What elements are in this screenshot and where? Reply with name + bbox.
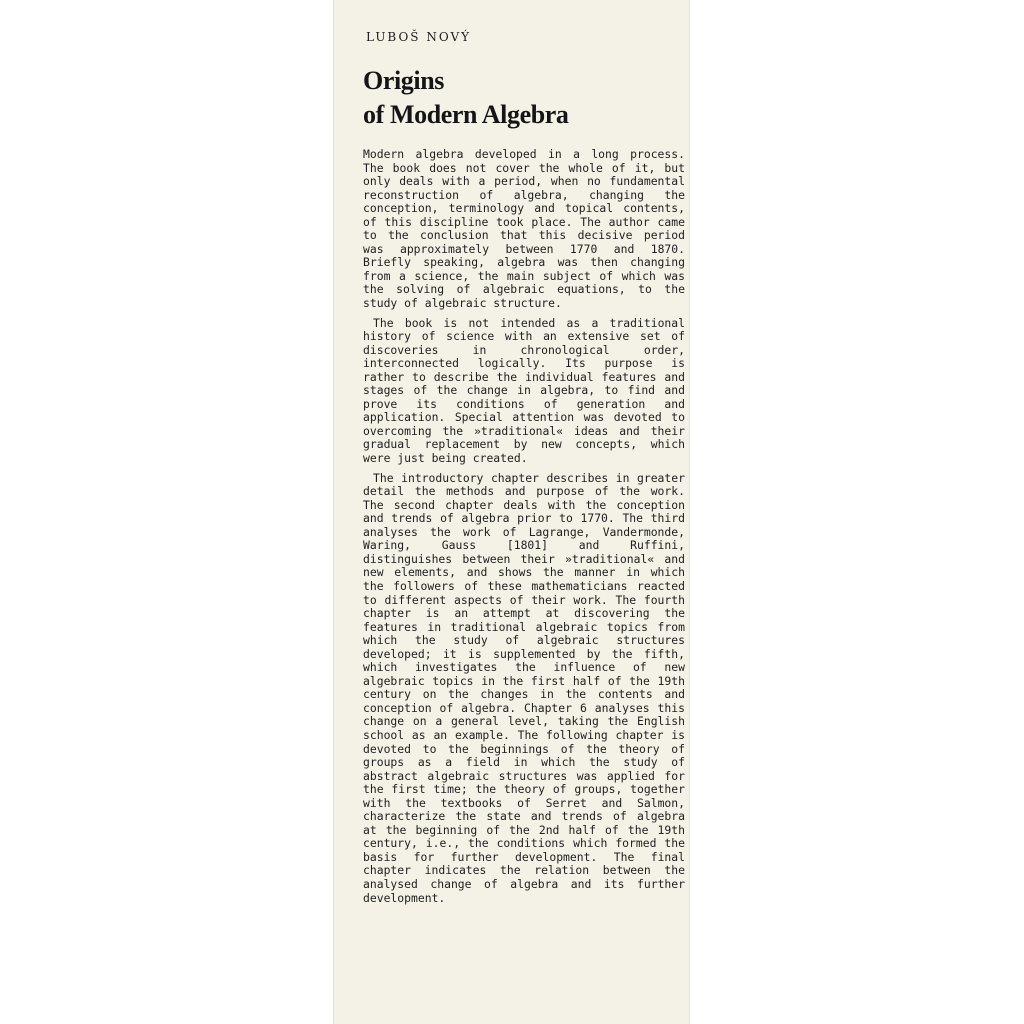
paragraph-3: The introductory chapter describes in greater detail the methods and purpose of the work. The second chapter deals with the conception and trends of algebra prior to 1770. The third analyses the work of Lagrange, Vandermonde, Waring, Gauss [1801] and Ruffini, distinguishes between their »traditional« and new elements, and shows the manner in which the followers of these mathematicians reacted to different aspects of their work. The fourth chapter is an attempt at discovering the features in traditional algebraic topics from which the study of algebraic structures developed; it is supplemented by the fifth, which investigates the influence of new algebraic topics in the first half of the 19th century on the changes in the contents and conception of algebra. Chapter 6 analyses this change on a general level, taking the English school as an example. The following chapter is devoted to the beginnings of the theory of groups as a field in which the study of abstract algebraic structures was applied for the first time; the theory of groups, together with the textbooks of Serret and Salmon, characterize the state and trends of algebra at the beginning of the 2nd half of the 19th century, i.e., the conditions which formed the basis for further development. The final chapter indicates the relation between the analysed change of algebra and its further development. xyxy=(363,470,685,905)
title-line-2: of Modern Algebra xyxy=(363,100,569,129)
title-line-1: Origins xyxy=(363,66,444,95)
printed-page xyxy=(333,0,690,1024)
author-name: LUBOŠ NOVÝ xyxy=(366,30,472,44)
article-title xyxy=(363,64,569,132)
article-body xyxy=(363,148,685,911)
paragraph-2: The book is not intended as a traditional history of science with an extensive set of discoveries in chronological order, interconnected logically. Its purpose is rather to describe the individual features and stages of the change in algebra, to find and prove its conditions of generation and application. Special attention was devoted to overcoming the »traditional« ideas and their gradual replacement by new concepts, which were just being created. xyxy=(363,315,685,466)
paragraph-1: Modern algebra developed in a long process. The book does not cover the whole of it, but only deals with a period, when no fundamental reconstruction of algebra, changing the conception, terminology and topical contents, of this discipline took place. The author came to the conclusion that this decisive period was approximately between 1770 and 1870. Briefly speaking, algebra was then changing from a science, the main subject of which was the solving of algebraic equations, to the study of algebraic structure. xyxy=(363,147,685,311)
